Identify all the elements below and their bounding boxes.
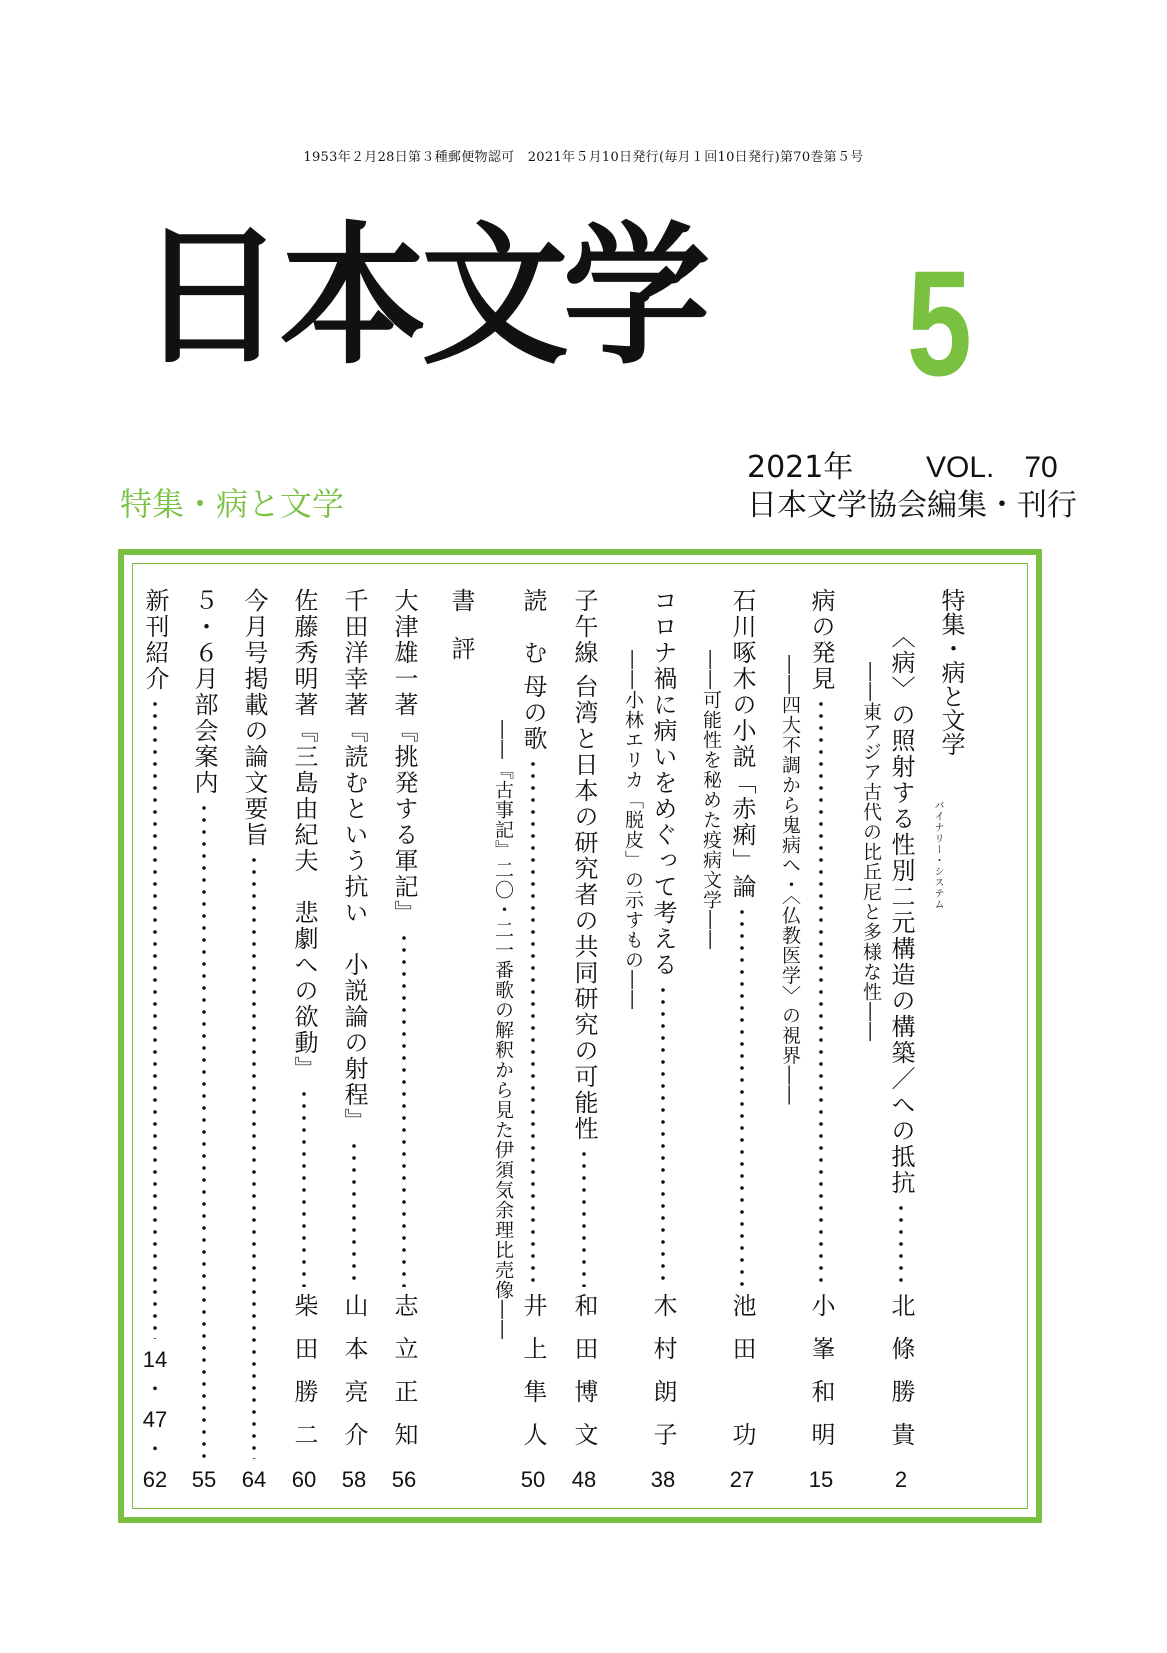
leader-dots [899, 1202, 903, 1287]
review-page: 56 [391, 1467, 417, 1492]
toc-entry-subtitle: ――四大不調から鬼病へ・〈仏教医学〉の視界―― [779, 655, 801, 1106]
leader-dots [819, 698, 823, 1287]
leader-dots [302, 1088, 306, 1287]
leader-dots [740, 906, 744, 1287]
review-author: 志立正知 [390, 1293, 418, 1465]
leader-dots [402, 932, 406, 1287]
toc-entry[interactable] [645, 588, 681, 1493]
misc-page: 47 [142, 1407, 168, 1432]
toc-entry[interactable] [515, 588, 551, 1493]
toc-entry-author: 池田 功 [728, 1293, 756, 1465]
review-title: 佐藤秀明著『三島由紀夫 悲劇への欲動』 [290, 588, 318, 1082]
toc-entry-subtitle: ――東アジア古代の比丘尼と多様な性―― [860, 662, 882, 1042]
toc-entry-page: 2 [894, 1467, 908, 1492]
toc-entry-label: 子午線 [570, 588, 598, 666]
toc-entry[interactable] [803, 588, 839, 1493]
misc-entry[interactable] [236, 588, 272, 1493]
toc-entry-title: 母の歌 [519, 674, 547, 752]
leader-dots [582, 1148, 586, 1287]
toc-entry-label: 読 む [519, 588, 547, 666]
leader-dots [252, 854, 256, 1459]
toc-entry[interactable] [566, 588, 602, 1493]
toc-entry-author: 和田博文 [570, 1293, 598, 1465]
toc-entry-subtitle: ――可能性を秘めた疫病文学―― [700, 650, 722, 950]
toc-entry[interactable] [724, 588, 760, 1493]
misc-page: 14 [142, 1347, 168, 1372]
leader-dots [202, 802, 206, 1459]
toc-entry-title: コロナ禍に病いをめぐって考える [649, 588, 677, 978]
leader-dots [352, 1140, 356, 1287]
toc-entry-author: 井上隼人 [519, 1293, 547, 1465]
toc-entry-subtitle: ――小林エリカ「脱皮」の示すもの―― [622, 650, 644, 1010]
review-entry[interactable] [286, 588, 322, 1493]
misc-entry[interactable] [137, 588, 173, 1493]
misc-title: ５・６月部会案内 [190, 588, 218, 796]
leader-dots [531, 758, 535, 1287]
toc-entry-page: 27 [729, 1467, 755, 1492]
toc-entry-author: 北條勝貴 [887, 1293, 915, 1465]
toc-entry-title: 石川啄木の小説「赤痢」論 [728, 588, 756, 900]
toc-entry-author: 木村朗子 [649, 1293, 677, 1465]
misc-page: 55 [191, 1467, 217, 1492]
feature-title: 特集・病と文学 [120, 485, 345, 523]
volume-label: VOL. 70 [926, 451, 1058, 484]
misc-title: 新刊紹介 [141, 588, 169, 692]
page-separator: ・ [145, 1437, 165, 1461]
toc-entry-page: 48 [571, 1467, 597, 1492]
issue-year: 2021年 [747, 450, 854, 485]
journal-title: 日本文学 [138, 206, 705, 385]
review-title: 千田洋幸著『読むという抗い 小説論の射程』 [340, 588, 368, 1134]
review-page: 58 [341, 1467, 367, 1492]
toc-entry-page: 38 [650, 1467, 676, 1492]
toc-entry-title: 台湾と日本の研究者の共同研究の可能性 [570, 674, 598, 1142]
toc-entry-title: 病の発見 [807, 588, 835, 692]
publisher-line: 日本文学協会編集・刊行 [747, 488, 1077, 523]
review-author: 山本亮介 [340, 1293, 368, 1465]
toc-entry-title: 〈病〉の照射する性別二元構造の構築／への抵抗 [887, 624, 915, 1196]
reviews-label: 書 評 [447, 588, 475, 660]
review-page: 60 [291, 1467, 317, 1492]
postal-permit-note: 1953年２月28日第３種郵便物認可 2021年５月10日発行(毎月１回10日発行)第70巻第５号 [303, 150, 864, 165]
page-separator: ・ [145, 1377, 165, 1401]
review-author: 柴田勝二 [290, 1293, 318, 1465]
toc-entry-page: 15 [808, 1467, 834, 1492]
toc-entry[interactable] [883, 588, 919, 1493]
misc-page: 62 [142, 1467, 168, 1492]
title-ruby: バイナリー・システム [932, 800, 943, 910]
toc-entry-subtitle: ――『古事記』二〇・二一番歌の解釈から見た伊須気余理比売像―― [492, 720, 514, 1340]
misc-title: 今月号掲載の論文要旨 [240, 588, 268, 848]
review-title: 大津雄一著『挑発する軍記』 [390, 588, 418, 926]
misc-entry[interactable] [186, 588, 222, 1493]
toc-section-heading: 特集・病と文学 [937, 588, 965, 756]
issue-number: 5 [906, 239, 972, 407]
toc-entry-page: 50 [520, 1467, 546, 1492]
toc-entry-author: 小峯和明 [807, 1293, 835, 1465]
review-entry[interactable] [336, 588, 372, 1493]
misc-page: 64 [241, 1467, 267, 1492]
review-entry[interactable] [386, 588, 422, 1493]
leader-dots [153, 698, 157, 1339]
leader-dots [661, 984, 665, 1287]
